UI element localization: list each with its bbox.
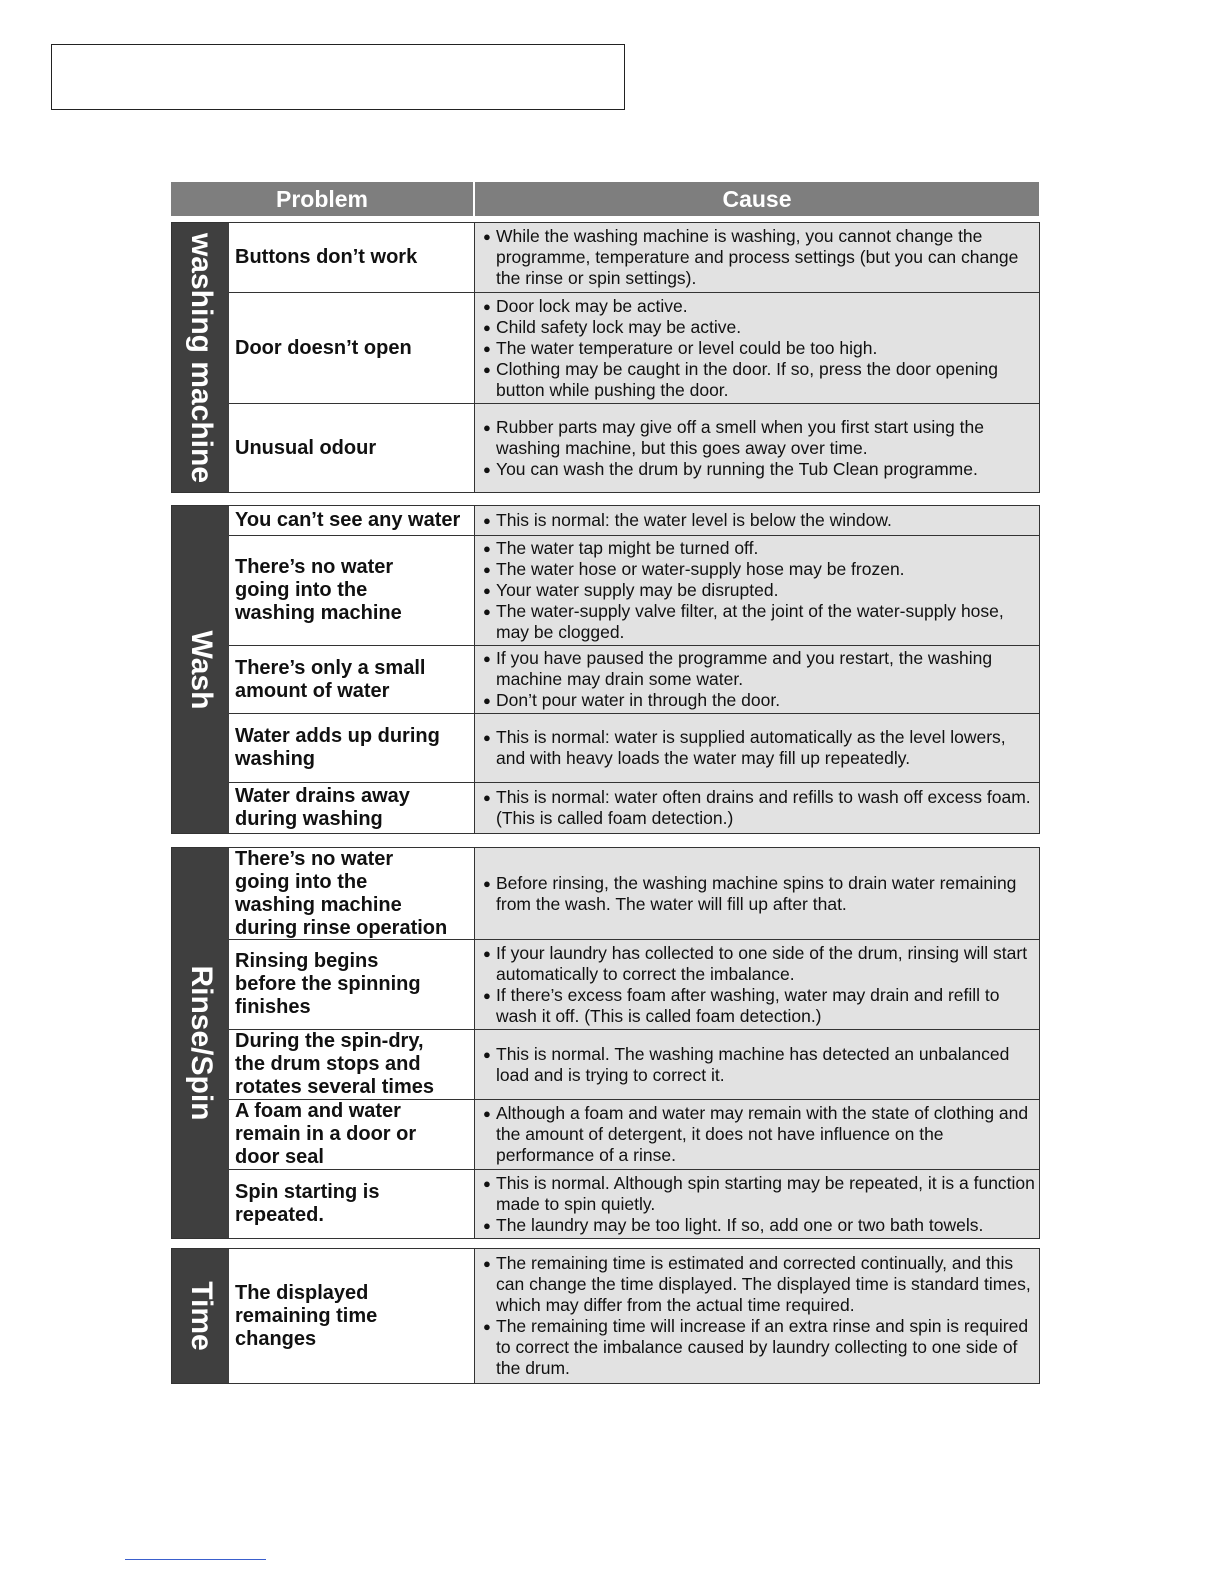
- cause-text: Don’t pour water in through the door.: [496, 690, 781, 710]
- section-time: [171, 1248, 1040, 1384]
- section-label-text: Wash: [184, 630, 218, 709]
- bullet-icon: ●: [483, 298, 491, 314]
- cause-item: [483, 1173, 1035, 1215]
- table-row: [229, 940, 1039, 1029]
- cause-item: [483, 417, 1035, 459]
- cause-item: [483, 727, 1035, 769]
- cause-text: If your laundry has collected to one side of the drum, rinsing will start automatically to correct the imbalance.: [496, 942, 1028, 984]
- table-row: [229, 293, 1039, 403]
- cause-item: [483, 787, 1035, 829]
- section-washing-machine: [171, 222, 1040, 493]
- cause-item: [483, 985, 1035, 1027]
- header-problem: Problem: [171, 182, 473, 216]
- bullet-icon: ●: [483, 651, 491, 666]
- cause-item: [483, 296, 1035, 317]
- cause-cell: [475, 714, 1039, 782]
- bullet-icon: ●: [483, 513, 491, 528]
- bullet-icon: ●: [483, 1256, 491, 1271]
- problem-cell: Water adds up during washing: [229, 714, 475, 782]
- bullet-icon: ●: [483, 693, 491, 708]
- table-row: [229, 1170, 1039, 1238]
- problem-cell: Door doesn’t open: [229, 293, 475, 403]
- cause-text: Rubber parts may give off a smell when you first start using the washing machine, but this goes away over time.: [496, 416, 984, 458]
- section-label: [172, 506, 229, 833]
- bullet-icon: ●: [483, 1319, 491, 1334]
- bullet-icon: ●: [483, 945, 491, 961]
- header-cause: Cause: [475, 182, 1039, 216]
- cause-item: [483, 1215, 1035, 1236]
- cause-text: The remaining time will increase if an extra rinse and spin is required to correct the imbalance caused by laundry collecting to one side of the drum.: [496, 1316, 1029, 1378]
- cause-text: Child safety lock may be active.: [496, 316, 742, 337]
- cause-text: Your water supply may be disrupted.: [496, 580, 779, 600]
- section-rinse-spin: [171, 847, 1040, 1239]
- section-label: [172, 848, 229, 1238]
- problem-cell: You can’t see any water: [229, 506, 475, 535]
- section-wash: [171, 505, 1040, 834]
- cause-cell: [475, 293, 1039, 403]
- problem-cell: Unusual odour: [229, 404, 475, 492]
- cause-item: [483, 226, 1035, 289]
- problem-cell: There’s only a small amount of water: [229, 646, 475, 713]
- bullet-icon: ●: [483, 730, 491, 745]
- bullet-icon: ●: [483, 583, 491, 598]
- cause-item: [483, 690, 1035, 711]
- table-row: [229, 1100, 1039, 1169]
- table-row: [229, 536, 1039, 645]
- problem-cell: Water drains away during washing: [229, 783, 475, 833]
- cause-item: [483, 943, 1035, 985]
- section-label-text: washing machine: [184, 232, 218, 483]
- section-label: [172, 1249, 229, 1383]
- cause-item: [483, 873, 1035, 915]
- bullet-icon: ●: [483, 1175, 491, 1191]
- footer-link-line: [125, 1559, 266, 1560]
- problem-cell: During the spin-dry, the drum stops and rotates several times: [229, 1030, 475, 1099]
- cause-text: If there’s excess foam after washing, water may drain and refill to wash it off. (This is called foam detection.): [496, 984, 1000, 1026]
- cause-item: [483, 359, 1035, 401]
- cause-text: This is normal: the water level is below the window.: [496, 510, 892, 530]
- bullet-icon: ●: [483, 229, 491, 244]
- table-row: [229, 714, 1039, 782]
- cause-item: [483, 338, 1035, 359]
- problem-cell: Spin starting is repeated.: [229, 1170, 475, 1238]
- cause-cell: [475, 536, 1039, 645]
- cause-text: Although a foam and water may remain with the state of clothing and the amount of detergent, it does not have influence on the performance of a rinse.: [496, 1103, 1029, 1165]
- bullet-icon: ●: [483, 875, 491, 891]
- bullet-icon: ●: [483, 361, 491, 377]
- cause-item: [483, 1253, 1035, 1316]
- cause-item: [483, 538, 1035, 559]
- table-row: [229, 1249, 1039, 1383]
- cause-item: [483, 580, 1035, 601]
- bullet-icon: ●: [483, 1046, 491, 1062]
- bullet-icon: ●: [483, 1106, 491, 1121]
- table-row: [229, 404, 1039, 492]
- bullet-icon: ●: [483, 987, 491, 1003]
- section-label: [172, 223, 229, 492]
- cause-item: [483, 317, 1035, 338]
- cause-item: [483, 648, 1035, 690]
- cause-cell: [475, 1249, 1039, 1383]
- cause-text: This is normal. The washing machine has detected an unbalanced load and is trying to correct it.: [496, 1043, 1010, 1085]
- problem-cell: A foam and water remain in a door or door seal: [229, 1100, 475, 1169]
- cause-text: This is normal: water is supplied automatically as the level lowers, and with heavy loads the water may fill up repeatedly.: [496, 727, 1006, 768]
- cause-item: [483, 559, 1035, 580]
- cause-cell: [475, 783, 1039, 833]
- cause-text: If you have paused the programme and you restart, the washing machine may drain some water.: [496, 648, 993, 689]
- cause-text: The laundry may be too light. If so, add one or two bath towels.: [496, 1214, 984, 1235]
- table-row: [229, 1030, 1039, 1099]
- cause-text: Before rinsing, the washing machine spins to drain water remaining from the wash. The water will fill up after that.: [496, 872, 1017, 914]
- table-row: [229, 783, 1039, 833]
- bullet-icon: ●: [483, 1217, 491, 1233]
- bullet-icon: ●: [483, 319, 491, 335]
- cause-cell: [475, 1030, 1039, 1099]
- problem-cell: Rinsing begins before the spinning finishes: [229, 940, 475, 1029]
- cause-text: You can wash the drum by running the Tub Clean programme.: [496, 458, 978, 479]
- bullet-icon: ●: [483, 461, 491, 477]
- cause-cell: [475, 404, 1039, 492]
- cause-item: [483, 1103, 1035, 1166]
- bullet-icon: ●: [483, 419, 491, 435]
- cause-cell: [475, 223, 1039, 292]
- cause-text: This is normal. Although spin starting may be repeated, it is a function made to spin quietly.: [496, 1172, 1035, 1214]
- cause-text: The remaining time is estimated and corrected continually, and this can change the time displayed. The displayed time is standard times, which may differ from the actual time required.: [496, 1253, 1031, 1315]
- cause-text: Clothing may be caught in the door. If so, press the door opening button while pushing the door.: [496, 358, 998, 400]
- table-row: [229, 223, 1039, 292]
- table-row: [229, 848, 1039, 939]
- bullet-icon: ●: [483, 604, 491, 619]
- bullet-icon: ●: [483, 562, 491, 577]
- cause-item: [483, 1044, 1035, 1086]
- bullet-icon: ●: [483, 541, 491, 556]
- cause-cell: [475, 646, 1039, 713]
- cause-text: Door lock may be active.: [496, 295, 688, 316]
- cause-cell: [475, 1100, 1039, 1169]
- cause-cell: [475, 848, 1039, 939]
- cause-cell: [475, 940, 1039, 1029]
- section-label-text: Time: [184, 1281, 218, 1351]
- table-row: [229, 646, 1039, 713]
- section-label-text: Rinse/Spin: [184, 965, 218, 1121]
- cause-item: [483, 601, 1035, 643]
- cause-item: [483, 510, 1035, 531]
- cause-cell: [475, 506, 1039, 535]
- cause-text: The water tap might be turned off.: [496, 538, 759, 558]
- problem-cell: Buttons don’t work: [229, 223, 475, 292]
- cause-text: The water hose or water-supply hose may be frozen.: [496, 559, 905, 579]
- bullet-icon: ●: [483, 790, 491, 805]
- cause-item: [483, 459, 1035, 480]
- table-row: [229, 506, 1039, 535]
- problem-cell: The displayed remaining time changes: [229, 1249, 475, 1383]
- cause-cell: [475, 1170, 1039, 1238]
- cause-text: While the washing machine is washing, you cannot change the programme, temperature and process settings (but you can change the rinse or spin settings).: [496, 226, 1019, 288]
- bullet-icon: ●: [483, 340, 491, 356]
- title-box: [51, 44, 625, 110]
- problem-cell: There’s no water going into the washing machine during rinse operation: [229, 848, 475, 939]
- cause-text: The water-supply valve filter, at the joint of the water-supply hose, may be clogged.: [496, 601, 1004, 642]
- cause-text: This is normal: water often drains and refills to wash off excess foam. (This is called foam detection.): [496, 787, 1031, 828]
- cause-text: The water temperature or level could be too high.: [496, 337, 878, 358]
- problem-cell: There’s no water going into the washing machine: [229, 536, 475, 645]
- cause-item: [483, 1316, 1035, 1379]
